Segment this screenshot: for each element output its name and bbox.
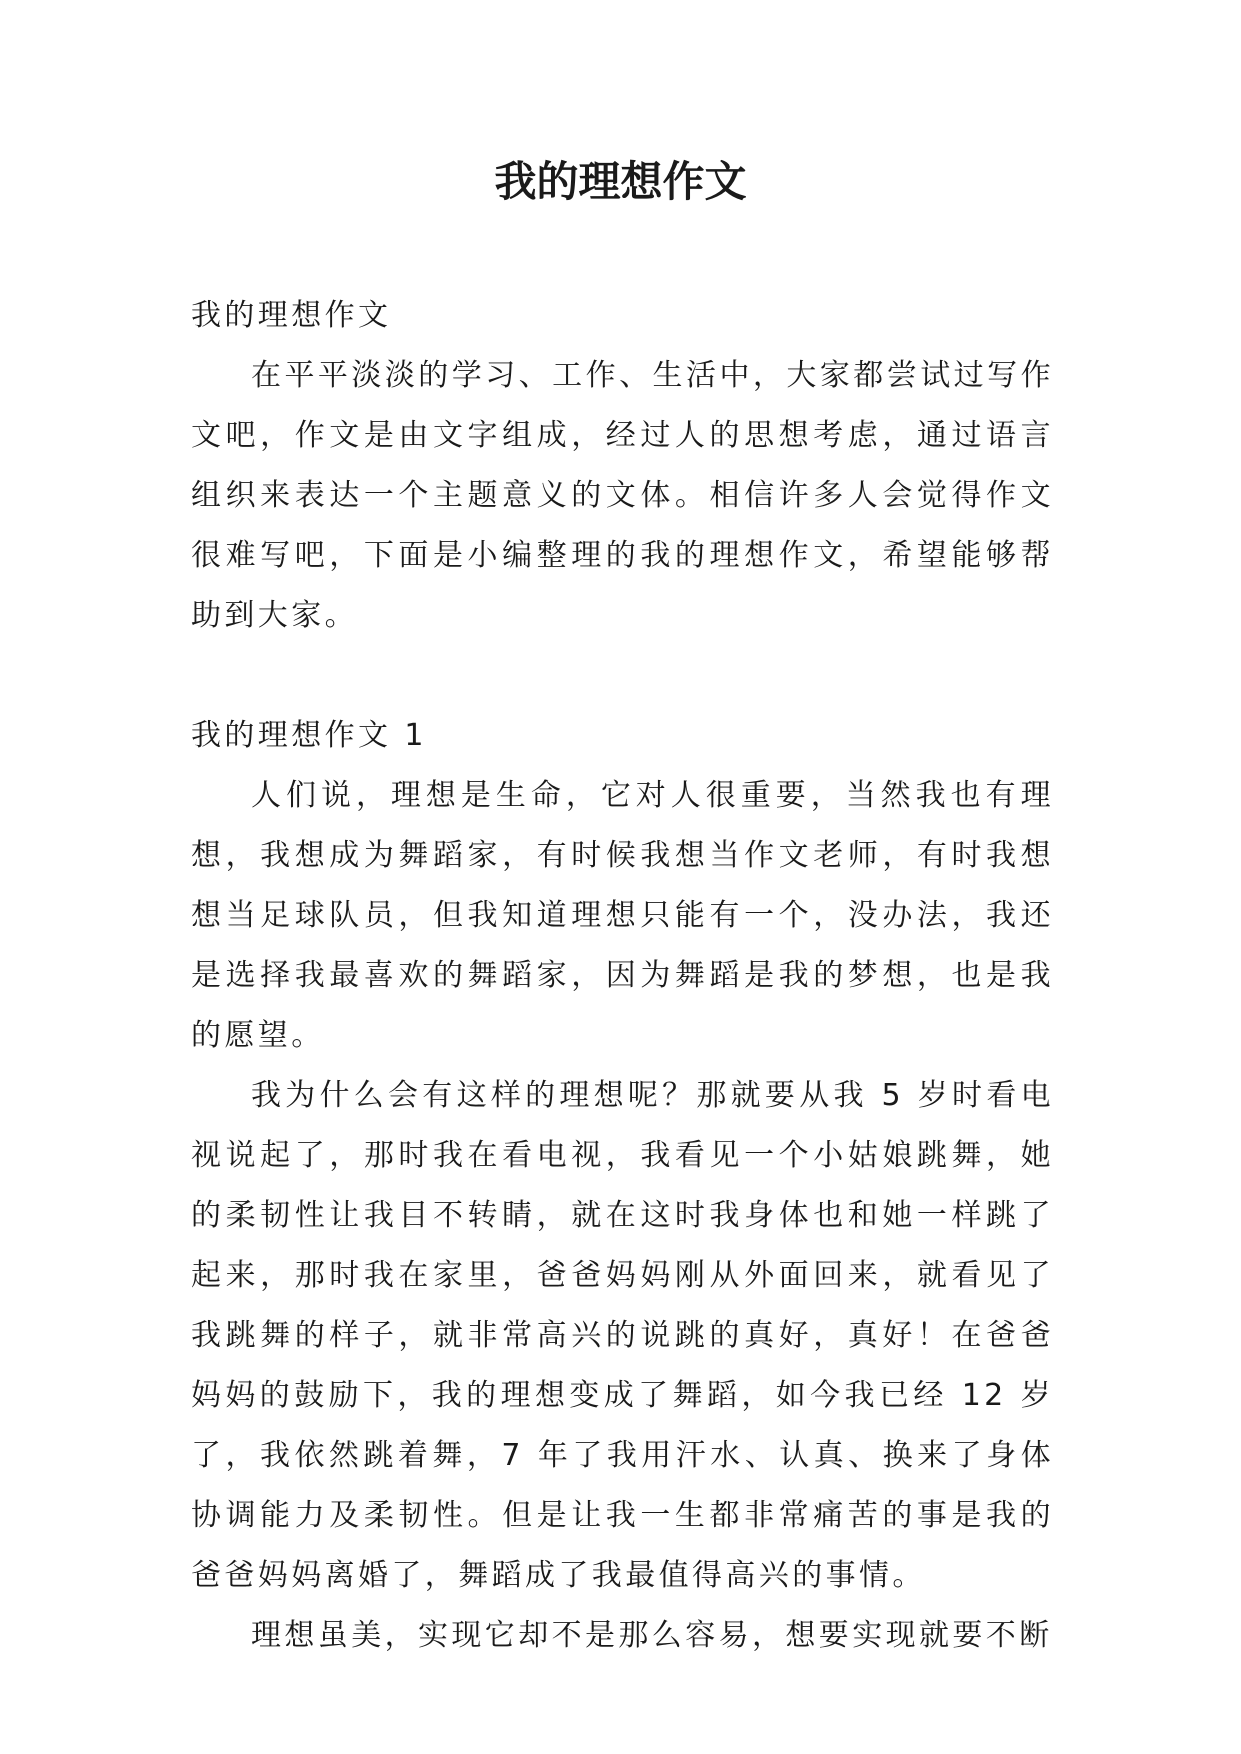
- intro-heading: 我的理想作文: [191, 298, 392, 333]
- section-1-heading: 我的理想作文 1: [191, 718, 427, 753]
- intro-paragraph: 在平平淡淡的学习、工作、生活中，大家都尝试过写作文吧，作文是由文字组成，经过人的思想考虑，通过语言组织来表达一个主题意义的文体。相信许多人会觉得作文很难写吧，下面是小编整理的我的理想作文，希望能够帮助到大家。: [191, 358, 1054, 633]
- section-1-paragraph-2: 我为什么会有这样的理想呢？那就要从我 5 岁时看电视说起了，那时我在看电视，我看见一个小姑娘跳舞，她的柔韧性让我目不转睛，就在这时我身体也和她一样跳了起来，那时我在家里，爸爸妈妈刚从外面回来，就看见了我跳舞的样子，就非常高兴的说跳的真好，真好！在爸爸妈妈的鼓励下，我的理想变成了舞蹈，如今我已经 12 岁了，我依然跳着舞，7 年了我用汗水、认真、换来了身体协调能力及柔韧性。但是让我一生都非常痛苦的事是我的爸爸妈妈离婚了，舞蹈成了我最值得高兴的事情。: [191, 1078, 1054, 1593]
- section-spacer: [191, 646, 1054, 706]
- section-1-paragraph-3: 理想虽美，实现它却不是那么容易，想要实现就要不断: [251, 1618, 1053, 1653]
- document-body: [191, 286, 1054, 1666]
- document-title: 我的理想作文: [494, 157, 747, 206]
- section-1-paragraph-1: 人们说，理想是生命，它对人很重要，当然我也有理想，我想成为舞蹈家，有时候我想当作文老师，有时我想想当足球队员，但我知道理想只能有一个，没办法，我还是选择我最喜欢的舞蹈家，因为舞蹈是我的梦想，也是我的愿望。: [191, 778, 1054, 1053]
